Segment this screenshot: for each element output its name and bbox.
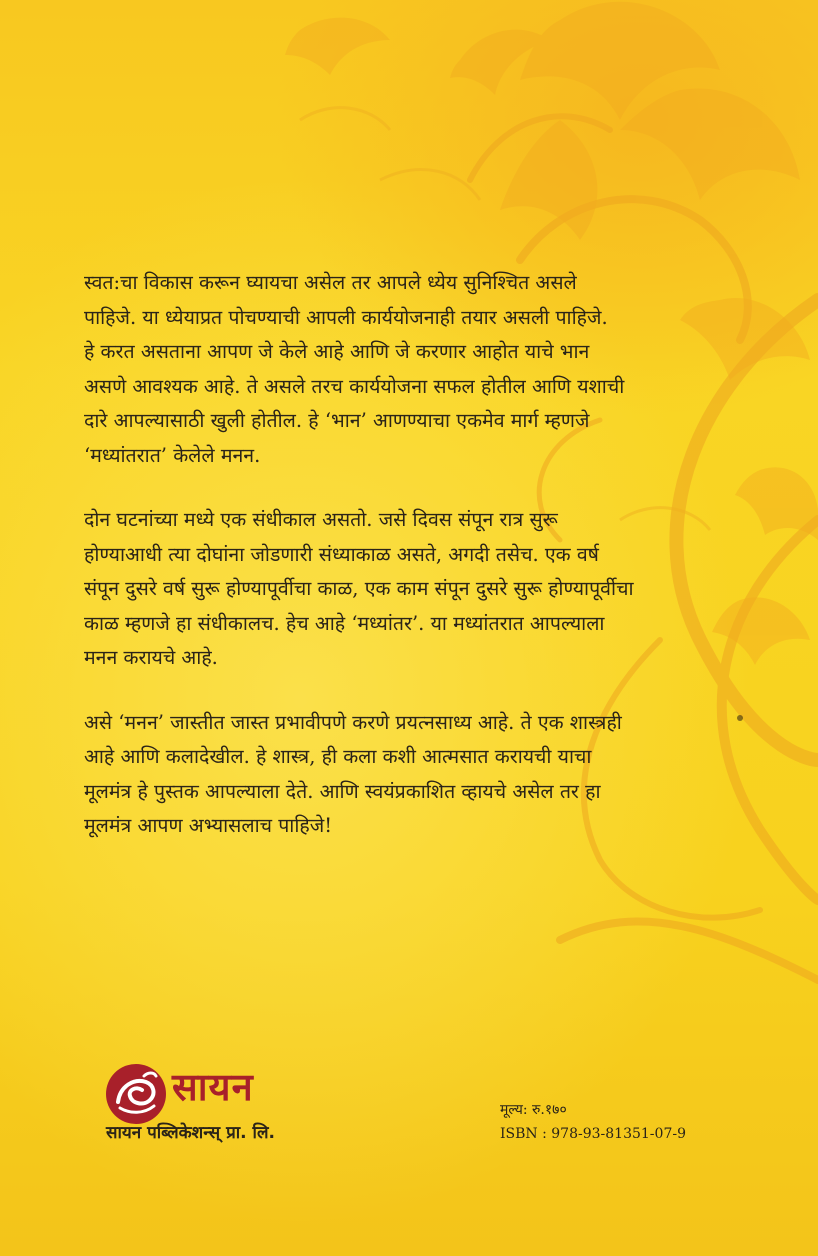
blurb-line: होण्याआधी त्या दोघांना जोडणारी संध्याकाळ असते, अगदी तसेच. एक वर्ष — [84, 542, 599, 566]
blurb-paragraph — [84, 503, 764, 676]
blurb-line: दारे आपल्यासाठी खुली होतील. हे ‘भान’ आणण्याचा एकमेव मार्ग म्हणजे — [84, 409, 590, 432]
blurb-line: मूलमंत्र हे पुस्तक आपल्याला देते. आणि स्वयंप्रकाशित व्हायचे असेल तर हा — [84, 779, 601, 803]
blurb-line: स्वत:चा विकास करून घ्यायचा असेल तर आपले ध्येय सुनिश्चित असले — [84, 271, 577, 294]
publisher-full-name: सायन पब्लिकेशन्स् प्रा. लि. — [106, 1123, 275, 1143]
blurb-line: काळ म्हणजे हा संधीकालच. हेच आहे ‘मध्यांतर’. या मध्यांतरात आपल्याला — [84, 611, 605, 635]
blurb-paragraph — [84, 266, 764, 473]
blurb-text — [84, 266, 764, 874]
blurb-line: संपून दुसरे वर्ष सुरू होण्यापूर्वीचा काळ, एक काम संपून दुसरे सुरू होण्यापूर्वीचा — [84, 577, 634, 600]
blurb-line: असणे आवश्यक आहे. ते असले तरच कार्ययोजना सफल होतील आणि यशाची — [84, 374, 625, 398]
publisher-logo — [104, 1058, 344, 1148]
price-label: मूल्य: रु.१७० — [500, 1102, 567, 1118]
isbn-label: ISBN : 978-93-81351-07-9 — [500, 1126, 686, 1142]
blurb-line: मनन करायचे आहे. — [84, 646, 218, 669]
blurb-line: दोन घटनांच्या मध्ये एक संधीकाल असतो. जसे दिवस संपून रात्र सुरू — [84, 508, 558, 531]
sayan-swirl-logo-icon — [104, 1062, 168, 1126]
blurb-line: आहे आणि कलादेखील. हे शास्त्र, ही कला कशी आत्मसात करायची याचा — [84, 745, 592, 768]
blurb-line: ‘मध्यांतरात’ केलेले मनन. — [84, 443, 261, 467]
blurb-line: पाहिजे. या ध्येयाप्रत पोचण्याची आपली कार्ययोजनाही तयार असली पाहिजे. — [84, 305, 608, 329]
blurb-line: असे ‘मनन’ जास्तीत जास्त प्रभावीपणे करणे प्रयत्नसाध्य आहे. ते एक शास्त्रही — [84, 710, 622, 734]
publisher-logo-text: सायन — [172, 1065, 254, 1109]
book-info — [500, 1098, 686, 1146]
blurb-paragraph — [84, 706, 764, 844]
blurb-line: मूलमंत्र आपण अभ्यासलाच पाहिजे! — [84, 814, 333, 837]
blurb-line: हे करत असताना आपण जे केले आहे आणि जे करणार आहोत याचे भान — [84, 340, 590, 363]
